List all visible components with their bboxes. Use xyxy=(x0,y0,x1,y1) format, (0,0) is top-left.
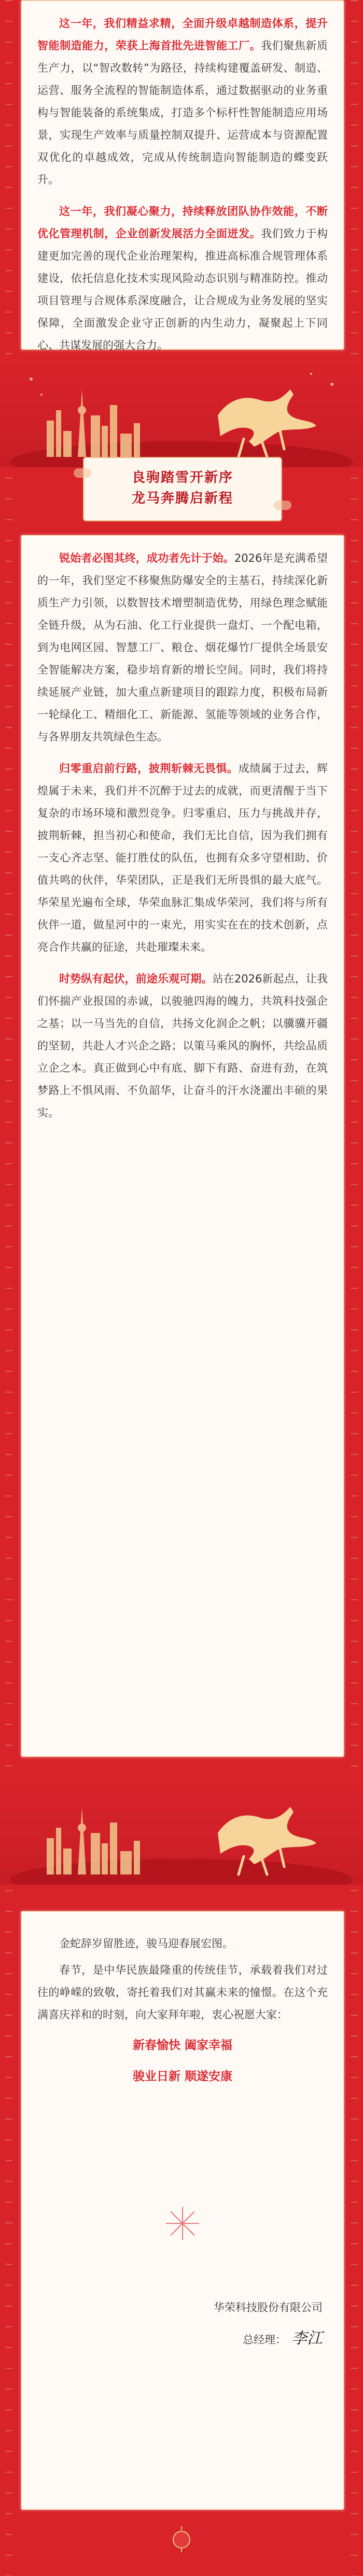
main-paragraph-3 xyxy=(37,968,328,1124)
skyline-illustration-top xyxy=(0,358,363,467)
intro-paragraph-2-lead: 这一年，我们凝心聚力，持续释放团队协作效能，不断优化管理机制，企业创新发展活力全面迸发。 xyxy=(37,205,328,240)
closing-body: 春节，是中华民族最隆重的传统佳节，承载着我们对过往的峥嵘的致敬，寄托着我们对其赢未来的憧憬。在这个充满喜庆祥和的时刻，向大家拜年啦，衷心祝愿大家： xyxy=(37,1964,328,2021)
closing-opening-line: 金蛇辞岁留胜迹，骏马迎春展宏图。 xyxy=(59,1937,233,1950)
section-heading xyxy=(83,457,282,521)
closing-card xyxy=(21,1911,344,2510)
intro-paragraph-2-body: 我们致力于构建更加完善的现代企业治理架构，推进高标准合规管理体系建设，依托信息化技术实现风险动态识别与精准防控。推动项目管理与合规体系深度融合，让合规成为业务发展的坚实保障，全面激发企业守正创新的内生动力，凝聚起上下同心、共谋发展的强大合力。 xyxy=(37,227,328,352)
intro-paragraph-1-body: 我们聚焦新质生产力，以“智改数转”为路径，持续构建覆盖研发、制造、运营、服务全流程的智能制造体系，通过数据驱动的业务重构与智能装备的系统集成，打造多个标杆性智能制造应用场景，实现生产效率与质量控制双提升、运营成本与资源配置双优化的卓越成效，完成从传统制造向智能制造的蝶变跃升。 xyxy=(37,39,328,186)
lantern-icon xyxy=(171,2526,192,2552)
section-title-line-2: 龙马奔腾启新程 xyxy=(131,491,233,506)
intro-card xyxy=(21,0,344,350)
intro-paragraph-2 xyxy=(37,200,328,357)
skyline-illustration-bottom xyxy=(0,1776,363,1885)
gm-signature-name: 李江 xyxy=(291,2329,323,2348)
city-skyline-horse-icon-2 xyxy=(0,1776,363,1885)
intro-paragraph-1 xyxy=(37,12,328,191)
cloud-ornament-right-icon xyxy=(274,501,291,510)
main-paragraph-1-body: 2026年是充满希望的一年，我们坚定不移聚焦防爆安全的主基石，持续深化新质生产力引领，以数智技术增塑制造优势，用绿色理念赋能全链升级，从为石油、化工行业提供一盘灯、一个配电箱，到为电网区园、智慧工厂、粮仓、烟花爆竹厂提供全场景安全智能解决方案，稳步培育新的增长空间。同时，我们将持续延展产业链，加大重点新建项目的跟踪力度，积极布局新一轮绿化工、精细化工、新能源、氢能等领域的业务合作，与各界朋友共筑绿色生态。 xyxy=(37,552,328,743)
main-paragraph-1 xyxy=(37,547,328,748)
wish-line-1: 新春愉快 阖家幸福 xyxy=(132,2039,232,2052)
main-paragraph-3-body: 站在2026新起点，让我们怀揣产业报国的赤诚，以骏驰四海的魄力，共筑科技强企之基；以一马当先的自信，共扬文化润企之帆；以骥骥开疆的坚韧，共赴人才兴企之路；以策马乘风的胸怀，共绘品质立企之本。真正做到心中有底、脚下有路、奋进有劲，在筑梦路上不惧风雨、不负韶华，让奋斗的汗水浇灌出丰硕的果实。 xyxy=(37,973,328,1119)
main-paragraph-2-body: 成绩属于过去，辉煌属于未来，我们并不沉醉于过去的成就，而更清醒于当下复杂的市场环境和激烈竞争。归零重启，压力与挑战并存，披荆斩棘，担当初心和使命，我们无比自信，因为我们拥有一支心齐志坚、能打胜仗的队伍，也拥有众多守望相助、价值共鸣的伙伴，华荣团队，正是我们无所畏惧的最大底气。华荣星光遍布全球，华荣血脉汇集成华荣河，我们将与所有伙伴一道，做星河中的一束光，用实实在在的技术创新，点亮合作共赢的征途，共赴璀璨未来。 xyxy=(37,762,328,953)
signature-company: 华荣科技股份有限公司 xyxy=(214,2301,323,2314)
main-paragraph-3-lead: 时势纵有起伏，前途乐观可期。 xyxy=(59,973,213,985)
wish-line-2: 骏业日新 顺遂安康 xyxy=(132,2070,232,2083)
section-title-line-1: 良驹踏雪开新序 xyxy=(131,470,233,485)
firework-icon xyxy=(162,2203,203,2244)
main-content-card xyxy=(21,535,344,1757)
signature-gm xyxy=(243,2327,323,2351)
main-paragraph-2-lead: 归零重启前行路，披荆斩棘无畏惧。 xyxy=(59,762,239,775)
main-paragraph-2 xyxy=(37,758,328,959)
gm-label: 总经理： xyxy=(243,2334,286,2346)
cloud-ornament-left-icon xyxy=(74,468,91,478)
city-skyline-horse-icon xyxy=(0,358,363,467)
intro-paragraph-1-lead: 这一年，我们精益求精，全面升级卓越制造体系，提升智能制造能力，荣获上海首批先进智能工厂。 xyxy=(37,17,328,52)
main-paragraph-1-lead: 锐始者必图其终，成功者先计于始。 xyxy=(59,552,234,564)
